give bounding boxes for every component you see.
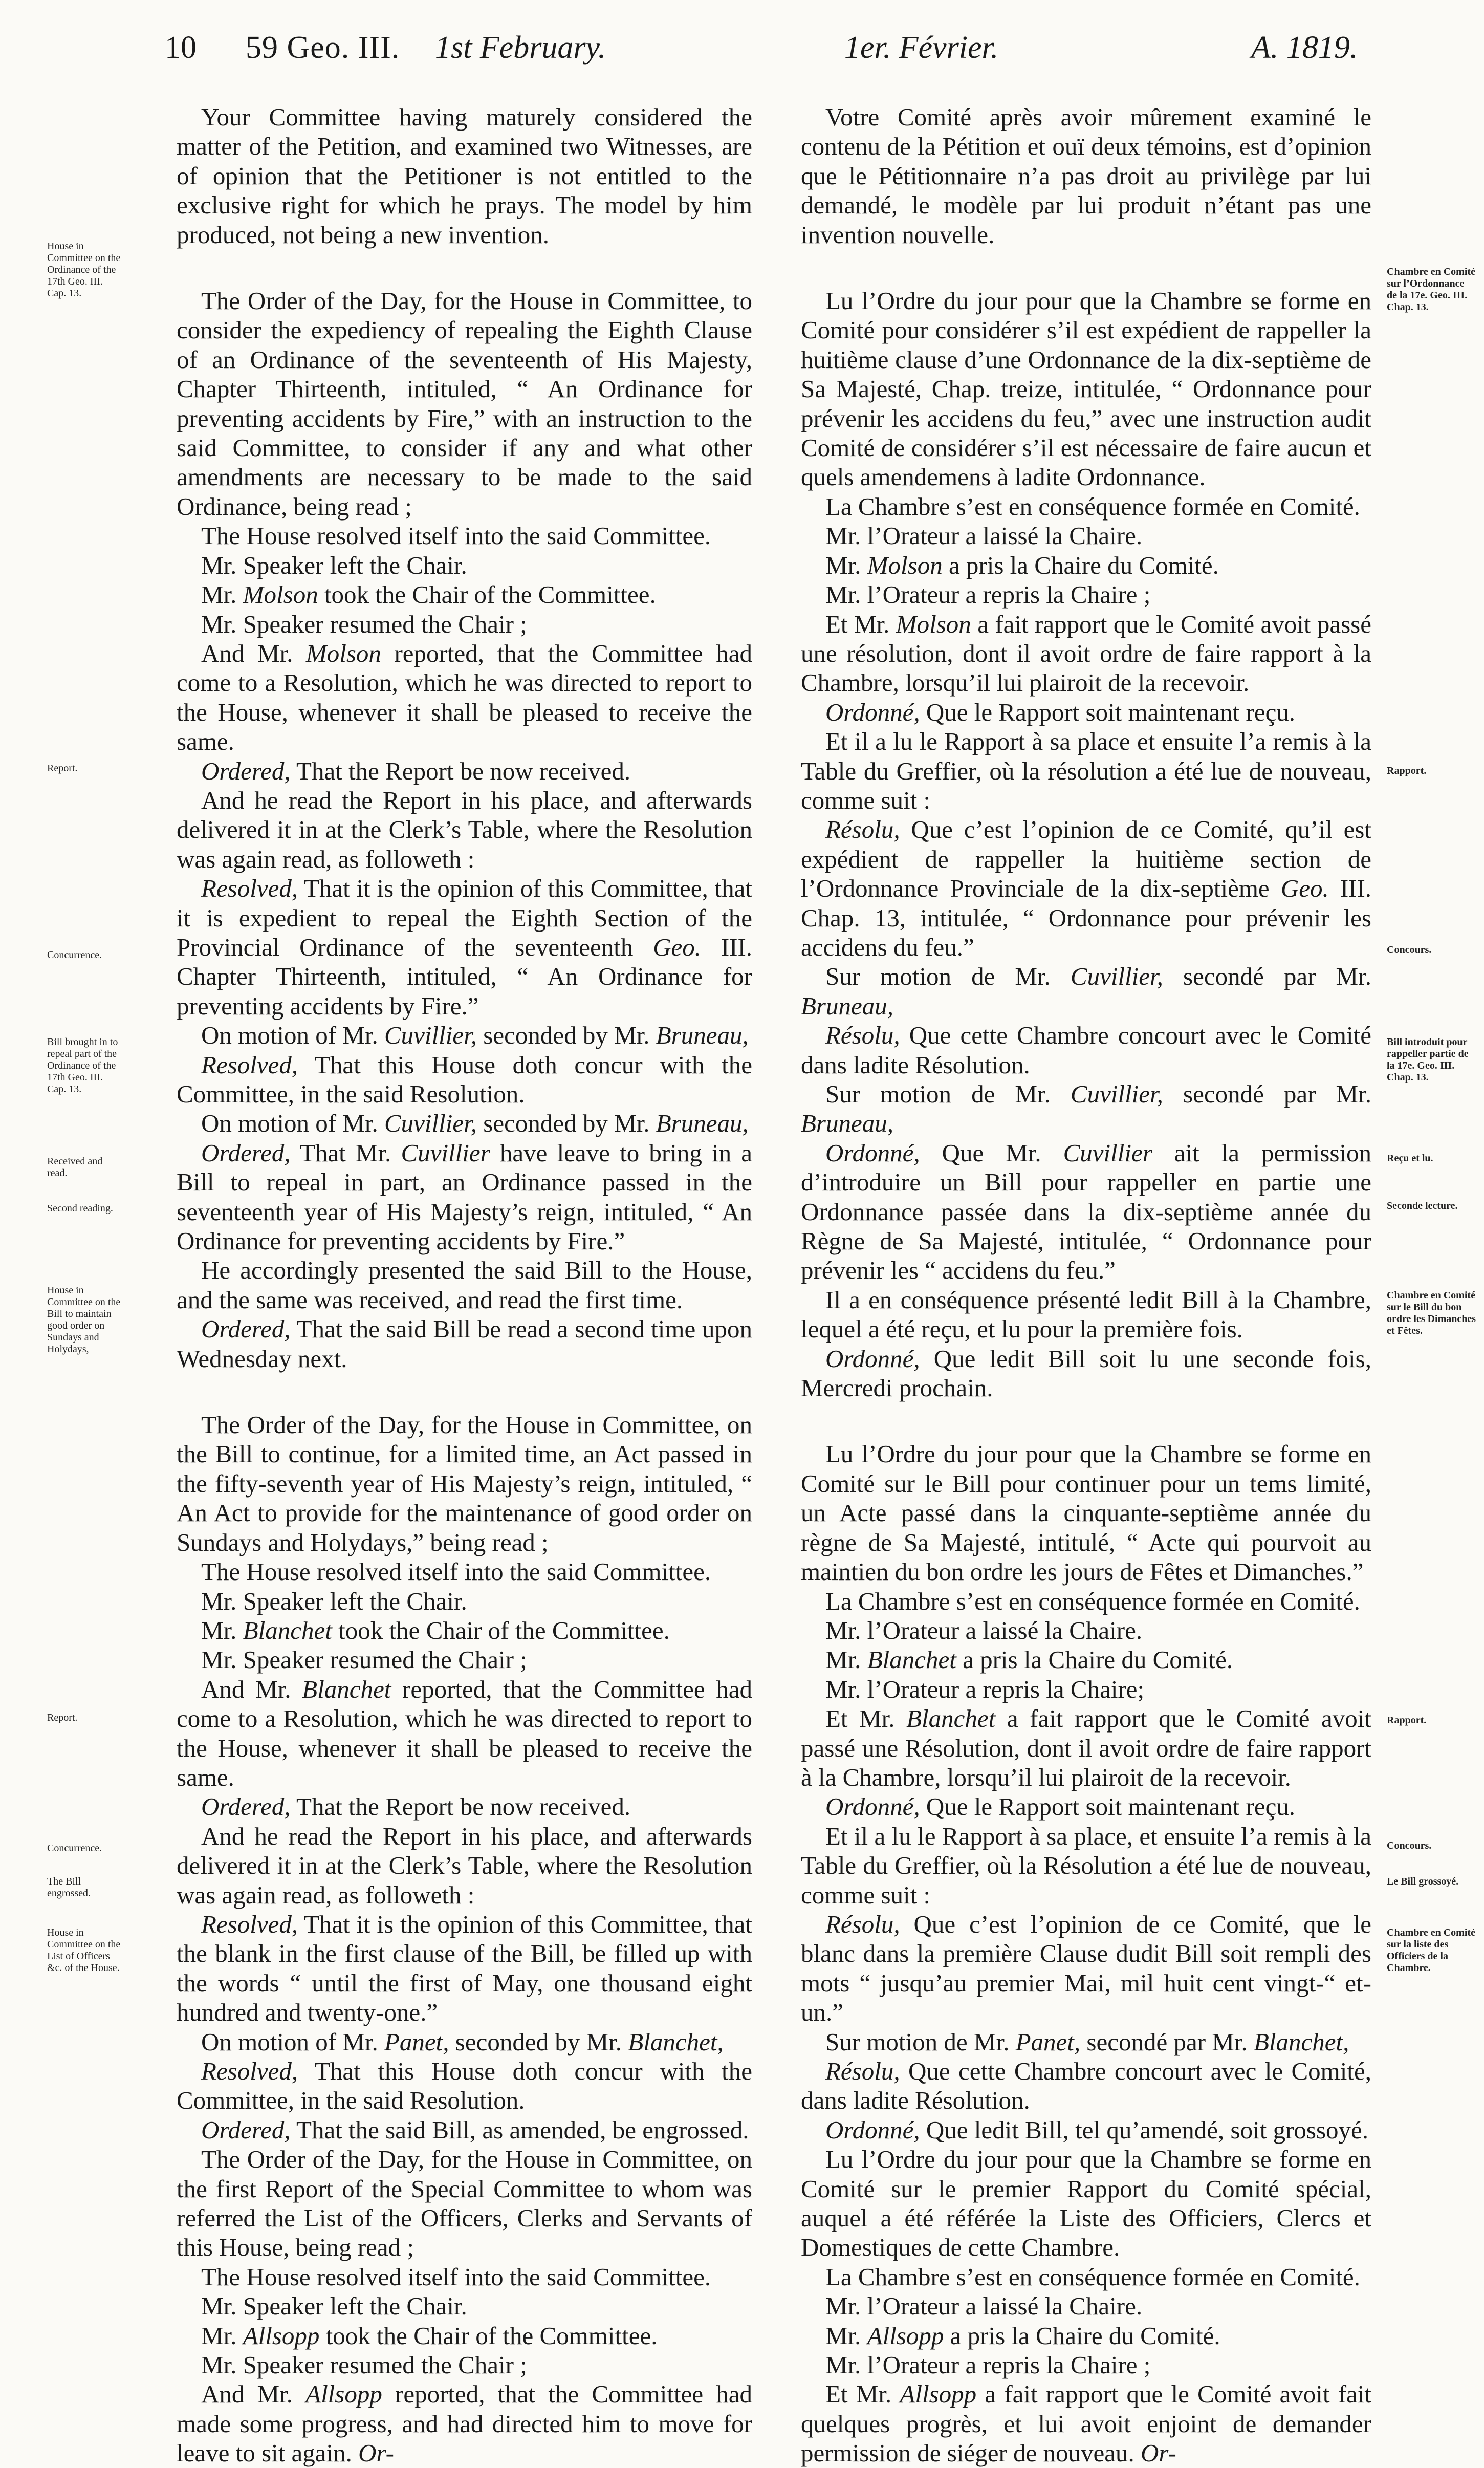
entry-paragraph: Et il a lu le Rapport à sa place, et ensuite l’a remis à la Table du Greffier, où la Résolution a été lue de nouveau, comme suit :	[801, 1822, 1371, 1909]
margin-note: Reçu et lu.	[1387, 1153, 1433, 1164]
entry-paragraph: Mr. Molson took the Chair of the Committee.	[201, 580, 656, 609]
entry-paragraph: Mr. Speaker resumed the Chair ;	[201, 1646, 527, 1674]
french-column	[801, 102, 1371, 2468]
margin-note: The Bill engrossed.	[47, 1876, 91, 1899]
entry-paragraph: Mr. l’Orateur a laissé la Chaire.	[825, 522, 1143, 550]
committee-report-paragraph: Your Committee having maturely considered the matter of the Petition, and examined two Witnesses, are of opinion that the Petitioner is not entitled to the exclusive right for which he prays. The model by him produced, not being a new invention.	[177, 103, 752, 249]
margin-note: Concurrence.	[47, 1843, 102, 1854]
page-number: 10	[165, 30, 197, 65]
entry-paragraph: The House resolved itself into the said Committee.	[201, 1557, 711, 1586]
entry-paragraph: Mr. Blanchet took the Chair of the Committee.	[201, 1616, 670, 1644]
order-of-day-paragraph: The Order of the Day, for the House in Committee, on the Bill to continue, for a limited time, an Act passed in the fifty-seventh year of His Majesty’s reign, intituled, “ An Act to provide for the maintenance of good order on Sundays and Holydays,” being read ;	[177, 1411, 752, 1556]
entry-paragraph: Ordonné, Que Mr. Cuvillier ait la permission d’introduire un Bill pour rappeller en partie une Ordonnance passée dans la dix-septième année du Règne de Sa Majesté, intitulée, “ Ordonnance pour prévenir les “ accidens du feu.”	[801, 1138, 1372, 1285]
entry-paragraph: La Chambre s’est en conséquence formée en Comité.	[825, 2262, 1360, 2291]
entry-paragraph: Mr. Speaker left the Chair.	[201, 1587, 467, 1615]
entry-paragraph: And he read the Report in his place, and afterwards delivered it in at the Clerk’s Table, where the Resolution was again read, as followeth :	[177, 1822, 752, 1909]
entry-paragraph: The House resolved itself into the said Committee.	[201, 522, 711, 550]
entry-paragraph: And Mr. Blanchet reported, that the Committee had come to a Resolution, which he was directed to report to the House, whenever it shall be pleased to receive the same.	[177, 1675, 753, 1791]
entry-paragraph: Et Mr. Molson a fait rapport que le Comité avoit passé une résolution, dont il avoit ordre de faire rapport à la Chambre, lorsqu’il lui plairoit de la recevoir.	[801, 610, 1371, 697]
margin-note: Le Bill grossoyé.	[1387, 1876, 1459, 1887]
margin-note: Seconde lecture.	[1387, 1200, 1458, 1211]
entry-paragraph: Ordonné, Que le Rapport soit maintenant reçu.	[825, 1792, 1296, 1821]
committee-report-paragraph: Votre Comité après avoir mûrement examiné le contenu de la Pétition et ouï deux témoins, est d’opinion que le Pétitionnaire n’a pas droit au privilège par lui demandé, le modèle par lui produit n’étant pas une invention nouvelle.	[801, 103, 1371, 249]
order-of-day-paragraph: The Order of the Day, for the House in Committee, to consider the expediency of repealing the Eighth Clause of an Ordinance of the seventeenth of His Majesty, Chapter Thirteenth, intituled, “ An Ordinance for preventing accidents by Fire,” with an instruction to the said Committee, to consider if any and what other amendments are necessary to be made to the said Ordinance, being read ;	[177, 287, 752, 521]
margin-note: Rapport.	[1387, 765, 1427, 776]
reign-label: 59 Geo. III.	[246, 30, 400, 65]
catchword: Or-	[358, 2439, 394, 2467]
entry-paragraph: Résolu, Que cette Chambre concourt avec le Comité, dans ladite Résolution.	[801, 2057, 1372, 2115]
entry-paragraph: Ordered, That the said Bill be read a second time upon Wednesday next.	[177, 1315, 752, 1373]
entry-paragraph: Mr. Speaker resumed the Chair ;	[201, 2351, 527, 2379]
entry-paragraph: Ordonné, Que le Rapport soit maintenant reçu.	[825, 698, 1296, 726]
margin-note: Bill brought in to repeal part of the Ordinance of the 17th Geo. III. Cap. 13.	[47, 1036, 118, 1095]
margin-note: Report.	[47, 1712, 78, 1723]
entry-paragraph: Mr. Blanchet a pris la Chaire du Comité.	[825, 1646, 1233, 1674]
entry-paragraph: Mr. Speaker left the Chair.	[201, 551, 467, 579]
entry-paragraph: Et il a lu le Rapport à sa place et ensuite l’a remis à la Table du Greffier, où la résolution a été lue de nouveau, comme suit :	[801, 727, 1371, 814]
entry-paragraph: Il a en conséquence présenté ledit Bill à la Chambre, lequel a été reçu, et lu pour la première fois.	[801, 1285, 1371, 1344]
margin-note: Chambre en Comité sur l’Ordonnance de la 17e. Geo. III. Chap. 13.	[1387, 266, 1475, 313]
margin-note: Concours.	[1387, 944, 1432, 956]
entry-paragraph: Mr. Molson a pris la Chaire du Comité.	[825, 551, 1219, 579]
entry-paragraph: Mr. Speaker resumed the Chair ;	[201, 610, 527, 638]
entry-paragraph: La Chambre s’est en conséquence formée en Comité.	[825, 1587, 1360, 1615]
entry-paragraph: He accordingly presented the said Bill to the House, and the same was received, and read the first time.	[177, 1256, 752, 1314]
margin-note: Report.	[47, 763, 78, 774]
entry-paragraph: Mr. Speaker left the Chair.	[201, 2292, 467, 2321]
margin-note: Concurrence.	[47, 949, 102, 961]
entry-paragraph: Résolu, Que cette Chambre concourt avec le Comité dans ladite Résolution.	[801, 1021, 1372, 1079]
entry-paragraph: Résolu, Que c’est l’opinion de ce Comité, que le blanc dans la première Clause dudit Bill soit rempli des mots “ jusqu’au premier Mai, mil huit cent vingt-“ et-un.”	[801, 1910, 1372, 2027]
margin-note: Chambre en Comité sur la liste des Officiers de la Chambre.	[1387, 1927, 1475, 1974]
entry-paragraph: On motion of Mr. Cuvillier, seconded by Mr. Bruneau,	[201, 1109, 749, 1138]
entry-paragraph: Mr. Allsopp a pris la Chaire du Comité.	[825, 2321, 1220, 2350]
margin-note: House in Committee on the Ordinance of the 17th Geo. III. Cap. 13.	[47, 241, 121, 299]
entry-paragraph: And Mr. Molson reported, that the Committee had come to a Resolution, which he was directed to report to the House, whenever it shall be pleased to receive the same.	[177, 639, 752, 756]
entry-paragraph: Résolu, Que c’est l’opinion de ce Comité, qu’il est expédient de rappeller la huitième section de l’Ordonnance Provinciale de la dix-septième Geo. III. Chap. 13, intitulée, “ Ordonnance pour prévenir les accidens du feu.”	[801, 815, 1372, 961]
entry-paragraph: And Mr. Allsopp reported, that the Committee had made some progress, and had directed him to move for leave to sit again. Or-	[177, 2380, 752, 2467]
entry-paragraph: Mr. Allsopp took the Chair of the Committee.	[201, 2321, 658, 2350]
entry-paragraph: On motion of Mr. Panet, seconded by Mr. Blanchet,	[201, 2027, 724, 2056]
entry-paragraph: Resolved, That it is the opinion of this Committee, that it is expedient to repeal the Eighth Section of the Provincial Ordinance of the seventeenth Geo. III. Chapter Thirteenth, intituled, “ An Ordinance for preventing accidents by Fire.”	[177, 874, 753, 1020]
entry-paragraph: Mr. l’Orateur a repris la Chaire;	[825, 1675, 1145, 1703]
entry-paragraph: Resolved, That it is the opinion of this Committee, that the blank in the first clause of the Bill, be filled up with the words “ until the first of May, one thousand eight hundred and twenty-one.”	[177, 1910, 752, 2027]
entry-paragraph: Ordered, That the Report be now received.	[201, 756, 631, 785]
margin-note: Bill introduit pour rappeller partie de la 17e. Geo. III. Chap. 13.	[1387, 1036, 1469, 1083]
entry-paragraph: Et Mr. Blanchet a fait rapport que le Comité avoit passé une Résolution, dont il avoit ordre de faire rapport à la Chambre, lorsqu’il lui plairoit de la recevoir.	[801, 1704, 1372, 1791]
entry-paragraph: Resolved, That this House doth concur with the Committee, in the said Resolution.	[177, 2057, 752, 2115]
order-of-day-paragraph: Lu l’Ordre du jour pour que la Chambre se forme en Comité sur le Bill pour continuer pour un tems limité, un Acte passé dans la cinquante-septième année du règne de Sa Majesté, intitulé, “ Acte qui pourvoit au maintien du bon ordre les jours de Fêtes et Dimanches.”	[801, 1440, 1371, 1586]
running-header	[0, 7, 1484, 74]
margin-note: House in Committee on the Bill to maintain good order on Sundays and Holydays,	[47, 1285, 121, 1355]
margin-note: Concours.	[1387, 1840, 1432, 1851]
entry-paragraph: Mr. l’Orateur a laissé la Chaire.	[825, 2292, 1143, 2321]
entry-paragraph: Sur motion de Mr. Panet, secondé par Mr. Blanchet,	[825, 2027, 1349, 2056]
entry-paragraph: Ordered, That Mr. Cuvillier have leave to bring in a Bill to repeal in part, an Ordinance passed in the seventeenth year of His Majesty’s reign, intituled, “ An Ordinance for preventing accidents by Fire.”	[177, 1138, 753, 1255]
entry-paragraph: Ordered, That the Report be now received.	[201, 1792, 631, 1821]
catchword: Or-	[1141, 2439, 1176, 2467]
entry-paragraph: Mr. l’Orateur a repris la Chaire ;	[825, 2351, 1151, 2379]
date-french: 1er. Février.	[844, 30, 999, 65]
date-english: 1st February.	[435, 30, 606, 65]
margin-note: Chambre en Comité sur le Bill du bon ordre les Dimanches et Fêtes.	[1387, 1290, 1476, 1336]
entry-paragraph: Sur motion de Mr. Cuvillier, secondé par Mr. Bruneau,	[801, 1080, 1371, 1138]
order-of-day-paragraph: Lu l’Ordre du jour pour que la Chambre se forme en Comité sur le premier Rapport du Comité spécial, auquel a été référée la Liste des Officiers, Clercs et Domestiques de cette Chambre.	[801, 2145, 1371, 2262]
entry-paragraph: And he read the Report in his place, and afterwards delivered it in at the Clerk’s Table, where the Resolution was again read, as followeth :	[177, 786, 752, 873]
entry-paragraph: The House resolved itself into the said Committee.	[201, 2262, 711, 2291]
margin-note: Rapport.	[1387, 1715, 1427, 1726]
entry-paragraph: Resolved, That this House doth concur with the Committee, in the said Resolution.	[177, 1050, 752, 1108]
margin-note: House in Committee on the List of Officers &c. of the House.	[47, 1927, 121, 1974]
entry-paragraph: La Chambre s’est en conséquence formée en Comité.	[825, 492, 1360, 521]
order-of-day-paragraph: The Order of the Day, for the House in Committee, on the first Report of the Special Committee to whom was referred the List of the Officers, Clerks and Servants of this House, being read ;	[177, 2145, 752, 2262]
margin-note: Second reading.	[47, 1203, 113, 1214]
entry-paragraph: Et Mr. Allsopp a fait rapport que le Comité avoit fait quelques progrès, et lui avoit enjoint de demander permission de siéger de nouveau. Or-	[801, 2380, 1372, 2467]
entry-paragraph: Ordonné, Que ledit Bill, tel qu’amendé, soit grossoyé.	[825, 2115, 1369, 2144]
year-label: A. 1819.	[1251, 30, 1358, 65]
entry-paragraph: Mr. l’Orateur a repris la Chaire ;	[825, 580, 1151, 609]
margin-note: Received and read.	[47, 1156, 103, 1179]
entry-paragraph: Ordered, That the said Bill, as amended, be engrossed.	[201, 2115, 749, 2144]
entry-paragraph: Sur motion de Mr. Cuvillier, secondé par Mr. Bruneau,	[801, 962, 1371, 1020]
entry-paragraph: Ordonné, Que ledit Bill soit lu une seconde fois, Mercredi prochain.	[801, 1344, 1371, 1402]
order-of-day-paragraph: Lu l’Ordre du jour pour que la Chambre se forme en Comité pour considérer s’il est expédient de rappeller la huitième clause d’une Ordonnance de la dix-septième de Sa Majesté, Chap. treize, intitulée, “ Ordonnance pour prévenir les accidens du feu,” avec une instruction audit Comité de considérer s’il est nécessaire de faire aucun et quels amendemens à ladite Ordonnance.	[801, 287, 1371, 491]
entry-paragraph: On motion of Mr. Cuvillier, seconded by Mr. Bruneau,	[201, 1021, 749, 1050]
entry-paragraph: Mr. l’Orateur a laissé la Chaire.	[825, 1616, 1143, 1644]
english-column	[177, 102, 752, 2468]
